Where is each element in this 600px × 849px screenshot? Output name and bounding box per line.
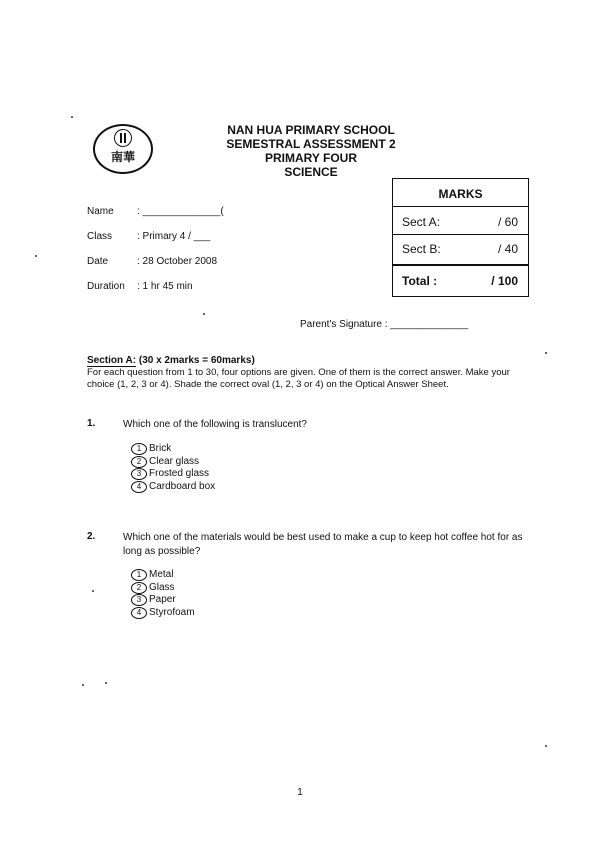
total-value: / 100 [491,274,518,288]
option-item [131,607,195,620]
scan-speck [105,682,107,684]
question-text: Which one of the materials would be best used to make a cup to keep hot coffee hot for as long as possible? [123,532,523,557]
option-text: Glass [149,581,175,593]
option-oval: 3 [131,468,147,480]
option-oval: 4 [131,607,147,619]
question-options [131,569,195,619]
duration-label: Duration [87,281,125,292]
section-a-heading [87,355,255,367]
question-number: 2. [87,531,96,542]
marks-divider [393,234,528,235]
option-item [131,468,215,481]
scan-speck [92,590,94,592]
option-oval: 1 [131,443,147,455]
option-text: Brick [149,443,172,454]
section-a-instructions: For each question from 1 to 30, four options are given. One of them is the correct answer. Make your choice (1, 2, 3 or 4). Shade the correct oval (1, 2, 3 or 4) on the Optical Answer Sheet. [87,367,510,390]
marks-divider [393,264,528,266]
level-title: PRIMARY FOUR [264,151,357,165]
marks-top-border [393,178,528,179]
scan-speck [203,313,205,315]
option-text: Frosted glass [149,468,210,479]
scan-speck [82,684,84,686]
question-text: Which one of the following is translucent? [123,419,307,430]
option-oval: 2 [131,582,147,594]
scan-speck [545,745,547,747]
marks-title: MARKS [438,187,483,201]
option-item [131,481,215,494]
option-text: Metal [149,569,174,580]
subject-title: SCIENCE [284,165,338,179]
option-item [131,443,215,456]
total-label: Total : [402,274,438,288]
sect-a-label: Sect A: [402,215,441,229]
question-number: 1. [87,418,96,429]
scan-speck [71,116,73,118]
section-a-marks-note: (30 x 2marks = 60marks) [138,355,255,366]
date-label: Date [87,256,109,267]
option-text: Clear glass [149,455,200,467]
school-name: NAN HUA PRIMARY SCHOOL [227,123,395,137]
option-item [131,456,215,469]
option-oval: 4 [131,481,147,493]
class-field: : Primary 4 / ___ [137,231,211,242]
name-field: : ______________( [137,206,224,217]
duration-field: : 1 hr 45 min [137,281,193,292]
option-text: Cardboard box [149,480,216,492]
scan-speck [35,255,37,257]
marks-divider [393,206,528,207]
option-item [131,582,195,595]
logo-text: 南華 [110,150,135,164]
parent-signature: Parent's Signature : ______________ [300,319,469,330]
question-options [131,443,215,493]
page-number: 1 [297,787,303,798]
date-field: : 28 October 2008 [137,256,218,267]
assessment-title: SEMESTRAL ASSESSMENT 2 [226,137,396,151]
option-oval: 3 [131,594,147,606]
option-item [131,594,195,607]
class-label: Class [87,231,113,242]
scan-speck [545,352,547,354]
option-oval: 2 [131,456,147,468]
section-a-title: Section A: [87,355,137,366]
marks-table [392,178,529,297]
name-label: Name [87,206,114,217]
sect-a-value: / 60 [497,215,518,229]
option-oval: 1 [131,569,147,581]
sect-b-value: / 40 [497,242,518,256]
logo-emblem-icon [114,129,132,147]
option-text: Paper [149,594,176,605]
option-item [131,569,195,582]
school-logo [93,124,153,174]
option-text: Styrofoam [149,606,195,618]
sect-b-label: Sect B: [402,242,441,256]
